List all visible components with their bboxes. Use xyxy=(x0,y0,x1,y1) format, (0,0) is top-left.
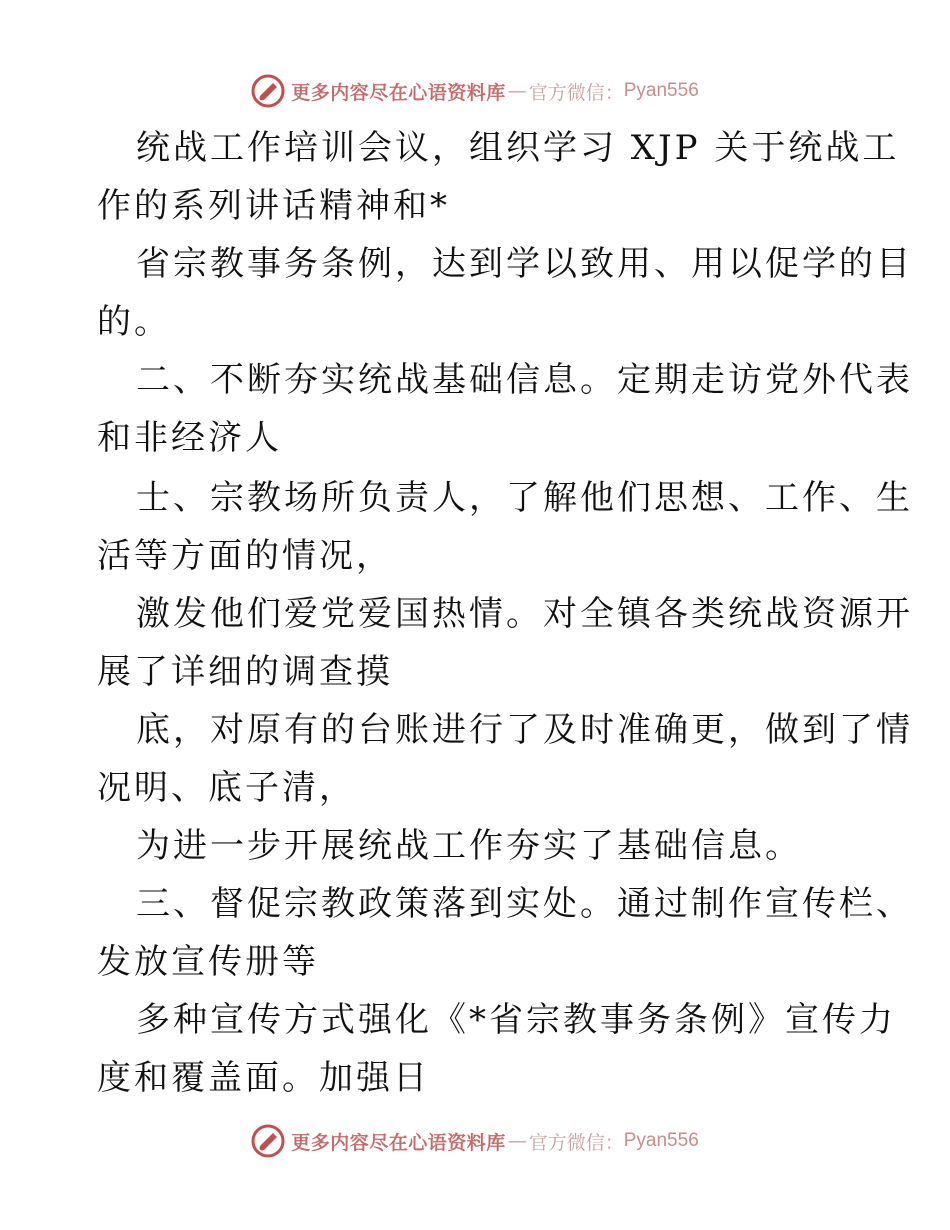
text-line: 为进一步开展统战工作夯实了基础信息。 xyxy=(136,826,802,866)
watermark-separator: — xyxy=(507,1130,527,1152)
text-line: 展了详细的调查摸 xyxy=(97,652,393,692)
watermark-account: Pyan556 xyxy=(623,1130,699,1151)
text-line: 度和覆盖面。加强日 xyxy=(97,1058,430,1098)
text-line: 作的系列讲话精神和* xyxy=(97,186,450,226)
watermark-brand: 更多内容尽在心语资料库 xyxy=(291,1131,506,1154)
watermark-brand: 更多内容尽在心语资料库 xyxy=(291,81,506,104)
seal-logo-icon xyxy=(251,1124,285,1158)
text-line: 底，对原有的台账进行了及时准确更，做到了情 xyxy=(136,710,913,750)
text-line: 士、宗教场所负责人，了解他们思想、工作、生 xyxy=(136,478,913,518)
watermark-label: 官方微信： xyxy=(528,81,624,104)
watermark-separator: — xyxy=(507,80,527,102)
text-line: 二、不断夯实统战基础信息。定期走访党外代表 xyxy=(136,360,913,400)
text-line: 况明、底子清， xyxy=(97,768,356,808)
text-line: 多种宣传方式强化《*省宗教事务条例》宣传力 xyxy=(136,1000,896,1040)
text-line: 三、督促宗教政策落到实处。通过制作宣传栏、 xyxy=(136,884,913,924)
text-line: 发放宣传册等 xyxy=(97,942,319,982)
text-line: 激发他们爱党爱国热情。对全镇各类统战资源开 xyxy=(136,594,913,634)
text-line: 活等方面的情况， xyxy=(97,536,393,576)
watermark-label: 官方微信： xyxy=(528,1131,624,1154)
text-line: 省宗教事务条例，达到学以致用、用以促学的目 xyxy=(136,244,913,284)
text-line: 和非经济人 xyxy=(97,418,282,458)
text-line: 统战工作培训会议，组织学习 XJP 关于统战工 xyxy=(136,128,900,168)
watermark-account: Pyan556 xyxy=(623,80,699,101)
text-line: 的。 xyxy=(97,302,171,342)
footer-watermark xyxy=(0,1121,950,1161)
